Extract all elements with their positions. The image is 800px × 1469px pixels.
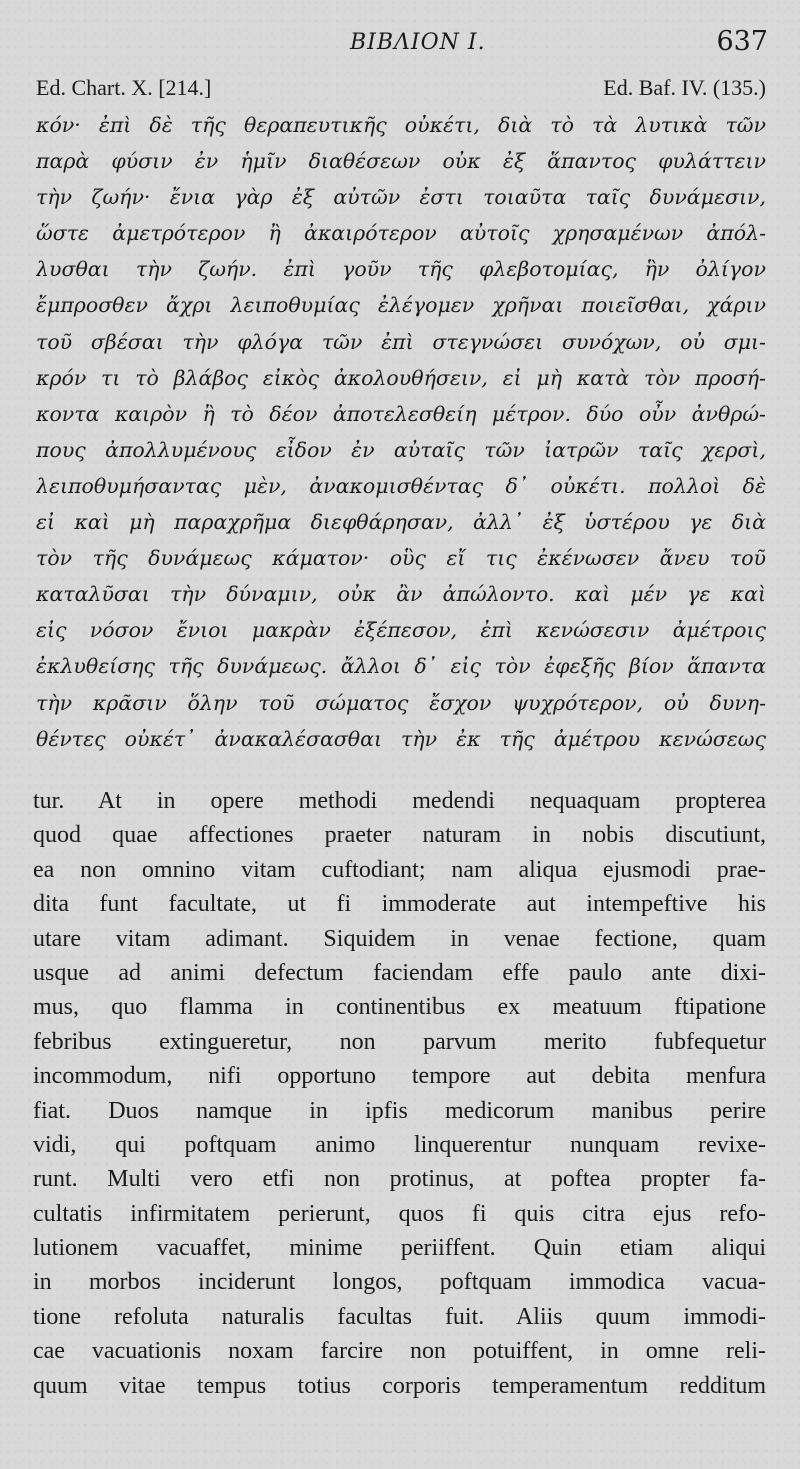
latin-text-line: quod quae affectiones praeter naturam in nobis discutiunt, — [33, 822, 766, 849]
greek-text-line: τὸν τῆς δυνάμεως κάματον· οὓς εἴ τις ἐκένωσεν ἄνευ τοῦ — [36, 546, 766, 571]
latin-text-line: tur. At in opere methodi medendi nequaquam propterea — [33, 788, 766, 814]
latin-text-line: tione refoluta naturalis facultas fuit. Aliis quum immodi- — [33, 1303, 766, 1330]
page-number: 637 — [716, 26, 768, 57]
greek-text-line: λυσθαι τὴν ζωήν. ἐπὶ γοῦν τῆς φλεβοτομίας, ἣν ὀλίγον — [36, 257, 766, 282]
greek-text-line: λειποθυμήσαντας μὲν, ἀνακομισθέντας δ᾽ οὐκέτι. πολλοὶ δὲ — [36, 473, 766, 498]
latin-text-line: ea non omnino vitam cuftodiant; nam aliqua ejusmodi prae- — [33, 856, 766, 883]
greek-text-line: καταλῦσαι τὴν δύναμιν, οὐκ ἂν ἀπώλοντο. καὶ μέν γε καὶ — [36, 582, 766, 607]
latin-text-line: mus, quo flamma in continentibus ex meatuum ftipatione — [33, 994, 766, 1021]
greek-text-line: κόν· ἐπὶ δὲ τῆς θεραπευτικῆς οὐκέτι, διὰ τὸ τὰ λυτικὰ τῶν — [36, 113, 766, 137]
latin-text-line: quum vitae tempus totius corporis temperamentum redditum — [33, 1372, 766, 1399]
latin-text-line: in morbos inciderunt longos, poftquam immodica vacua- — [33, 1269, 766, 1296]
greek-text-line: ἔμπροσθεν ἄχρι λειποθυμίας ἐλέγομεν χρῆναι ποιεῖσθαι, χάριν — [36, 293, 766, 318]
greek-text-line: κρόν τι τὸ βλάβος εἰκὸς ἀκολουθήσειν, εἰ μὴ κατὰ τὸν προσή- — [36, 365, 766, 390]
latin-text-line: vidi, qui poftquam animo linquerentur nunquam revixe- — [33, 1131, 766, 1158]
latin-text-line: febribus extingueretur, non parvum merito fubfequetur — [33, 1028, 766, 1055]
latin-text-line: lutionem vacuaffet, minime periiffent. Quin etiam aliqui — [33, 1235, 766, 1262]
latin-text-line: incommodum, nifi opportuno tempore aut debita menfura — [33, 1063, 766, 1090]
greek-text-line: ἐκλυθείσης τῆς δυνάμεως. ἄλλοι δ᾽ εἰς τὸν ἐφεξῆς βίον ἅπαντα — [36, 654, 766, 679]
greek-text-line: εἰ καὶ μὴ παραχρῆμα διεφθάρησαν, ἀλλ᾽ ἐξ ὑστέρου γε διὰ — [36, 510, 766, 535]
latin-text-line: runt. Multi vero etfi non protinus, at poftea propter fa- — [33, 1166, 766, 1193]
running-head — [36, 26, 772, 66]
greek-text-line: παρὰ φύσιν ἐν ἡμῖν διαθέσεων οὐκ ἐξ ἅπαντος φυλάττειν — [36, 149, 766, 174]
greek-text-line: τοῦ σβέσαι τὴν φλόγα τῶν ἐπὶ στεγνώσει συνόχων, οὐ σμι- — [36, 329, 766, 354]
latin-text-line: fiat. Duos namque in ipfis medicorum manibus perire — [33, 1097, 766, 1124]
latin-text-line: dita funt facultate, ut fi immoderate aut intempeftive his — [33, 891, 766, 918]
edition-reference-line — [36, 75, 766, 107]
greek-text-line: ὥστε ἀμετρότερον ἢ ἀκαιρότερον αὐτοῖς χρησαμένων ἀπόλ- — [36, 221, 766, 246]
greek-text-block — [36, 107, 766, 757]
latin-text-line: cae vacuationis noxam farcire non potuiffent, in omne reli- — [33, 1338, 766, 1365]
greek-text-line: κοντα καιρὸν ἢ τὸ δέον ἀποτελεσθείη μέτρον. δύο οὖν ἀνθρώ- — [36, 401, 766, 426]
edition-reference-chartier: Ed. Chart. X. [214.] — [36, 75, 212, 100]
latin-text-block — [33, 784, 766, 1403]
running-title: ΒΙΒΛΙΟΝ Ι. — [350, 30, 486, 55]
edition-reference-basel: Ed. Baf. IV. (135.) — [603, 75, 766, 100]
greek-text-line: τὴν ζωήν· ἔνια γὰρ ἐξ αὐτῶν ἐστι τοιαῦτα ταῖς δυνάμεσιν, — [36, 185, 766, 210]
greek-text-line: πους ἀπολλυμένους εἶδον ἐν αὐταῖς τῶν ἰατρῶν ταῖς χερσὶ, — [36, 437, 766, 462]
latin-text-line: usque ad animi defectum faciendam effe paulo ante dixi- — [33, 959, 766, 986]
latin-text-line: cultatis infirmitatem perierunt, quos fi quis citra ejus refo- — [33, 1200, 766, 1227]
greek-text-line: τὴν κρᾶσιν ὅλην τοῦ σώματος ἔσχον ψυχρότερον, οὐ δυνη- — [36, 690, 766, 715]
greek-text-line: θέντες οὐκέτ᾽ ἀνακαλέσασθαι τὴν ἐκ τῆς ἀμέτρου κενώσεως — [36, 726, 766, 751]
latin-text-line: utare vitam adimant. Siquidem in venae fectione, quam — [33, 925, 766, 952]
greek-text-line: εἰς νόσον ἔνιοι μακρὰν ἐξέπεσον, ἐπὶ κενώσεσιν ἀμέτροις — [36, 618, 766, 643]
